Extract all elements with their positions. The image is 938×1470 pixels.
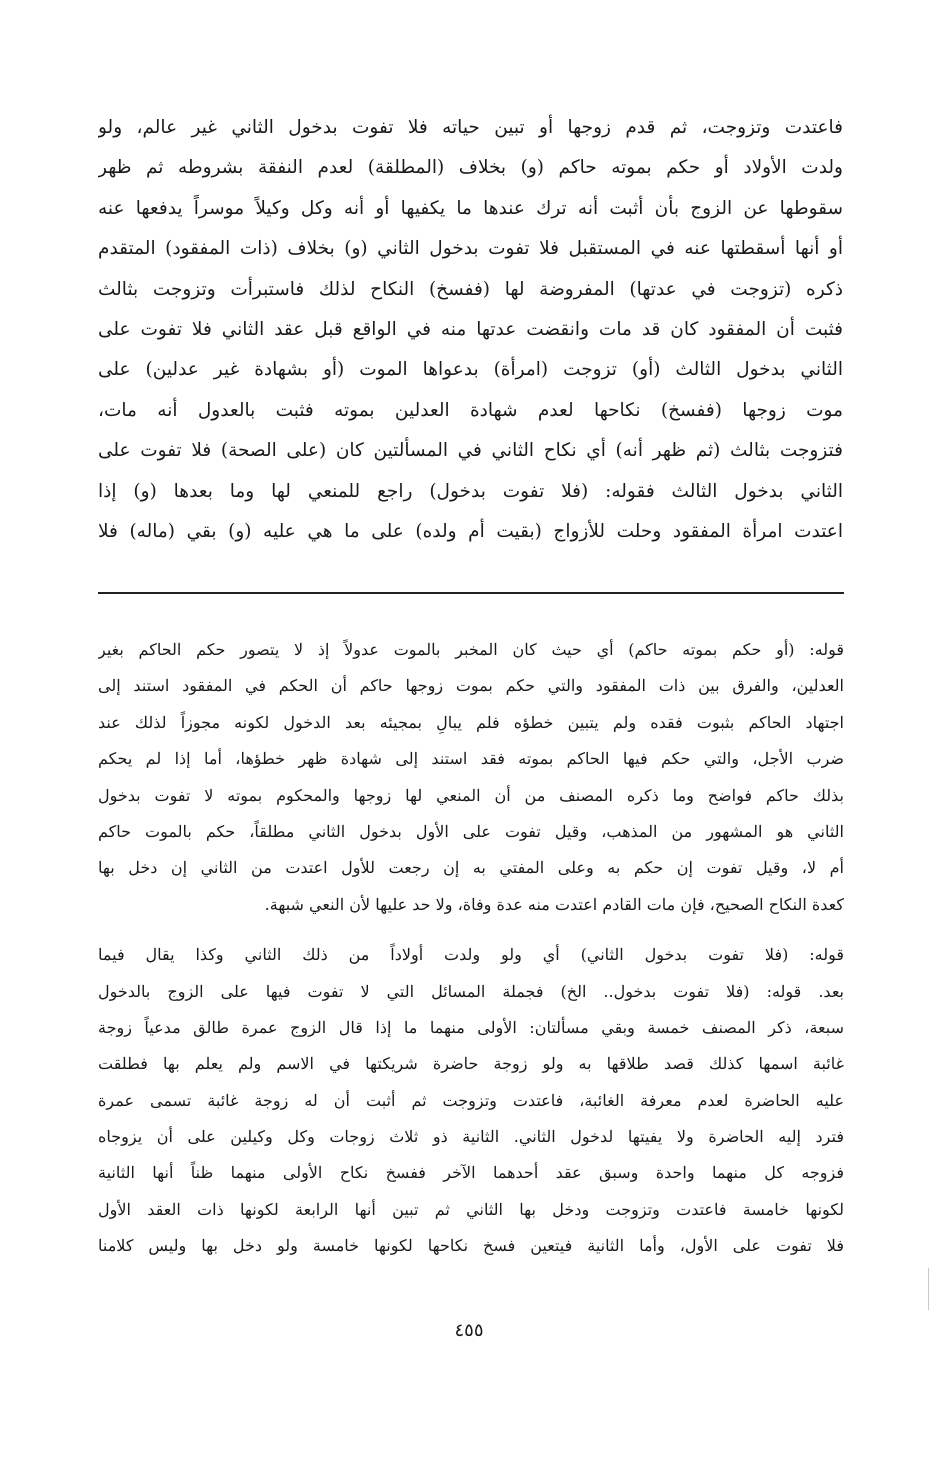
commentary-line: العدلين، والفرق بين ذات المفقود والتي حكم بموت زوجها حاكم أن الحكم في المفقود استند إلى [98,676,844,696]
main-text-line: أو أنها أسقطتها عنه في المستقبل فلا تفوت بدخول الثاني (و) بخلاف (ذات المفقود) المتقدم [98,238,843,260]
commentary-line: ضرب الأجل، والتي حكم فيها الحاكم بموته فقد استند إلى شهادة ظهر خطؤها، أما إذا لم يحكم [98,749,844,769]
main-text-line: فتزوجت بثالث (ثم ظهر أنه) أي نكاح الثاني في المسألتين كان (على الصحة) فلا تفوت على [98,440,843,462]
commentary-line: الثاني هو المشهور من المذهب، وقيل تفوت على الأول بدخول الثاني مطلقاً، حكم بالموت حاكم [98,821,844,841]
main-text-line: فثبت أن المفقود كان قد مات وانقضت عدتها منه في الواقع قبل عقد الثاني فلا تفوت على [98,318,843,340]
main-text-line: ذكره (تزوجت في عدتها) المفروضة لها (ففسخ) النكاح لذلك فاستبرأت وتزوجت بثالث [98,278,843,300]
main-text-line: ولدت الأولاد أو حكم بموته حاكم (و) بخلاف (المطلقة) لعدم النفقة بشروطه ثم ظهر [98,157,843,179]
main-text-line: الثاني بدخول الثالث (أو) تزوجت (امرأة) بدعواها الموت (أو بشهادة غير عدلين) على [98,359,843,381]
commentary-line: قوله: (فلا تفوت بدخول الثاني) أي ولو ولدت أولاداً من ذلك الثاني وكذا يقال فيما [98,945,844,965]
page-number: ٤٥٥ [454,1320,484,1341]
commentary-line: قوله: (أو حكم بموته حاكم) أي حيث كان المخبر بالموت عدولاً إذ لا يتصور حكم الحاكم بغير [98,640,844,659]
section-divider [98,592,844,594]
main-text [98,108,843,552]
main-text-line: اعتدت امرأة المفقود وحلت للأزواج (بقيت أم ولده) على ما هي عليه (و) بقي (ماله) فلا [98,520,843,542]
commentary-line: فلا تفوت على الأول، وأما الثانية فيتعين فسخ نكاحها لكونها خامسة ولو دخل بها وليس كلامنا [98,1236,844,1256]
commentary-line: كعدة النكاح الصحيح، فإن مات القادم اعتدت منه عدة وفاة، ولا حد عليها لأن النعي شبهة. [264,894,844,914]
commentary-line: بعد. قوله: (فلا تفوت بدخول.. الخ) فجملة المسائل التي لا تفوت فيها على الزوج بالدخول [98,981,844,1001]
commentary-line: فترد إليه الحاضرة ولا يفيتها لدخول الثاني. الثانية ذو ثلاث زوجات وكل وكيلين على أن يزوجاه [98,1127,844,1147]
commentary-paragraph [98,632,844,923]
commentary-line: فزوجه كل منهما واحدة وسبق عقد أحدهما الآخر ففسخ نكاح الأولى منهما ظناً أنها الثانية [98,1163,844,1183]
main-text-line: موت زوجها (ففسخ) نكاحها لعدم شهادة العدلين بموته فثبت بالعدول أنه مات، [98,399,843,421]
commentary-line: بذلك حاكم فواضح وما ذكره المصنف من أن المنعي لها زوجها والمحكوم بموته لا تفوت بدخول [98,785,844,805]
commentary-line: سبعة، ذكر المصنف خمسة وبقي مسألتان: الأولى منهما ما إذا قال الزوج عمرة طالق مدعياً زوجة [98,1017,844,1037]
commentary-line: أم لا، وقيل تفوت إن حكم به وعلى المفتي به إن رجعت للأول اعتدت من الثاني إن دخل بها [98,858,844,878]
commentary-line: عليه الحاضرة لعدم معرفة الغائبة، فاعتدت وتزوجت ثم أثبت أن له زوجة غائبة تسمى عمرة [98,1090,844,1110]
commentary-paragraph [98,937,844,1265]
main-text-line: سقوطها عن الزوج بأن أثبت أنه ترك عندها ما يكفيها أو أنه وكل وكيلاً موسراً يدفعها عنه [98,197,843,219]
commentary-line: لكونها خامسة فاعتدت وتزوجت ودخل بها الثاني ثم تبين أنها الرابعة لكونها ذات العقد الأول [98,1199,844,1219]
commentary-line: غائبة اسمها كذلك قصد طلاقها به ولو زوجة حاضرة شريكتها في الاسم ولم يعلم بها فطلقت [98,1054,844,1074]
main-text-line: الثاني بدخول الثالث فقوله: (فلا تفوت بدخول) راجع للمنعي لها وما بعدها (و) إذا [98,480,843,502]
main-text-line: فاعتدت وتزوجت، ثم قدم زوجها أو تبين حياته فلا تفوت بدخول الثاني غير عالم، ولو [98,117,843,138]
commentary [98,632,844,1265]
commentary-line: اجتهاد الحاكم بثبوت فقده ولم يتبين خطؤه فلم يبالِ بمجيئه بعد الدخول لكونه مجوزاً لذلك عند [98,712,844,732]
page-edge-mark [928,1268,929,1310]
